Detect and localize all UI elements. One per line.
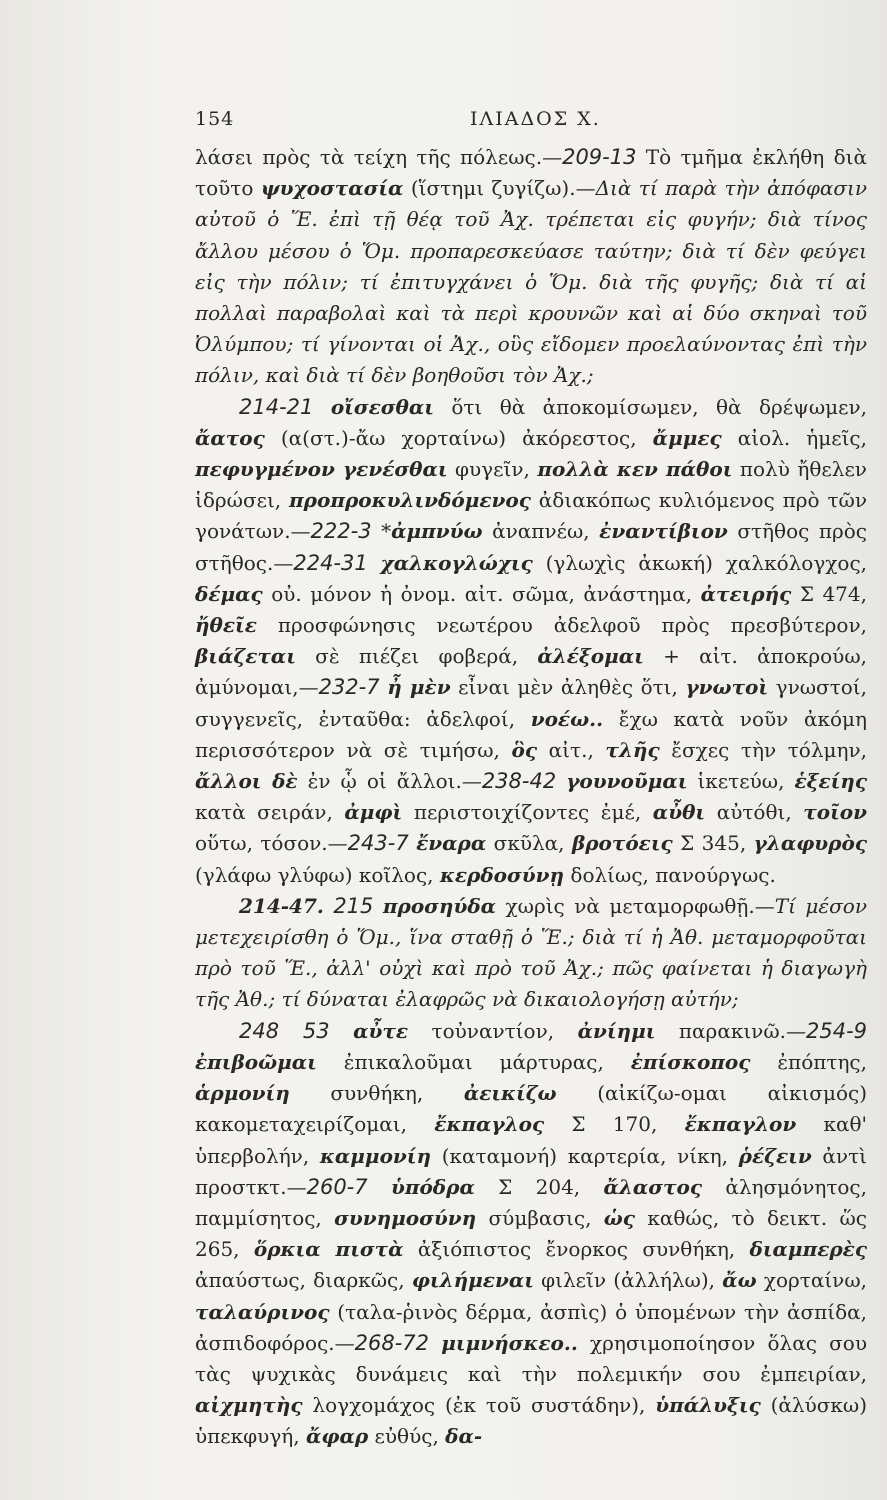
- headword: γλαφυρὸς: [753, 831, 868, 856]
- headword: ῥέζειν: [738, 1143, 812, 1168]
- gloss-text: [409, 831, 416, 855]
- headword: ἄω: [722, 1268, 757, 1293]
- headword: ἐπιβοῶμαι: [195, 1049, 317, 1074]
- gloss-text: τοὐναντίον,: [408, 1018, 578, 1043]
- gloss-text: συνθήκη,: [289, 1081, 464, 1106]
- running-title: ΙΛΙΑΔΟΣ Χ.: [470, 108, 601, 130]
- headword: ἄλλοι δὲ: [195, 769, 298, 794]
- headword: βιάζεται: [195, 644, 296, 669]
- gloss-text: αἰτ.,: [537, 737, 606, 762]
- gloss-text: ἔσχες τὴν τόλμην,: [659, 737, 868, 762]
- gloss-text: ἀξιόπιστος ἔνορκος συνθήκη,: [403, 1237, 750, 1262]
- headword: ἔναρα: [416, 831, 487, 856]
- headword: τοῖον: [803, 800, 867, 825]
- headword: ἀνίημι: [577, 1018, 656, 1043]
- headword: ἔκπαγλος: [434, 1112, 545, 1137]
- gloss-text: σύμβασις,: [476, 1205, 604, 1230]
- question-text: Διὰ τί παρὰ τὴν ἀπόφασιν αὐτοῦ ὁ Ἕ. ἐπὶ τῇ θέᾳ τοῦ Ἀχ. τρέπεται εἰς φυγήν; διὰ τίνος ἄλλου μέσου ὁ Ὅμ. προπαρεσκεύασε ταύτην; διὰ τί δὲν φεύγει εἰς τὴν πόλιν; τί ἐπιτυγχάνει ὁ Ὅμ. διὰ τῆς φυγῆς; διὰ τί αἱ πολλαὶ παραβολαὶ καὶ τὰ περὶ κρουνῶν καὶ αἱ δύο σκηναὶ τοῦ Ὀλύμπου; τί γίνονται οἱ Ἀχ., οὓς εἴδομεν προελαύνοντας ἐπὶ τὴν πόλιν, καὶ διὰ τί δὲν βοηθοῦσι τὸν Ἀχ.;: [195, 176, 867, 388]
- gloss-text: [373, 894, 382, 918]
- gloss-text: [368, 551, 381, 575]
- headword: ψυχοστασία: [260, 176, 404, 201]
- gloss-text: Σ 170,: [544, 1112, 685, 1137]
- gloss-text: (γλωχὶς ἀκωκή) χαλκόλογχος,: [532, 550, 867, 575]
- line-ref: 222-3: [310, 519, 372, 544]
- line-ref: 243-7: [347, 831, 409, 856]
- gloss-text: εὐθύς,: [368, 1424, 446, 1449]
- gloss-text: εἶναι μὲν ἀληθὲς ὅτι,: [450, 675, 686, 700]
- headword: νοέω..: [530, 706, 604, 731]
- gloss-text: ἀντὶ προστκτ.—: [195, 1143, 867, 1199]
- gloss-text: οὐ. μόνον ἡ ὀνομ. αἰτ. σῶμα, ἀνάστημα,: [262, 581, 701, 606]
- gloss-text: χορταίνω,: [756, 1268, 867, 1293]
- gloss-text: (α(στ.)-ἄω χορταίνω) ἀκόρεστος,: [264, 425, 653, 450]
- line-ref: 232-7: [318, 675, 380, 700]
- headword: αἰχμητὴς: [195, 1393, 303, 1418]
- gloss-text: στῆθος πρὸς στῆθος.—: [195, 519, 868, 575]
- headword: δα-: [445, 1424, 483, 1449]
- headword: βροτόεις: [571, 831, 673, 856]
- gloss-text: [556, 769, 566, 793]
- gloss-text: (καταμονή) καρτερία, νίκη,: [431, 1143, 739, 1168]
- gloss-text: ἀναπνέω,: [482, 519, 600, 544]
- headword: ἀεικίζω: [463, 1081, 557, 1106]
- headword: μιμνήσκεο..: [441, 1330, 578, 1355]
- headword: ἐπίσκοπος: [630, 1049, 751, 1074]
- headword: οἴσεσθαι: [330, 394, 434, 419]
- headword: ταλαύρινος: [195, 1299, 330, 1324]
- gloss-text: δολίως, πανούργως.: [564, 862, 776, 887]
- gloss-text: κατὰ σειράν,: [195, 800, 345, 825]
- headword: πολλὰ κεν πάθοι: [537, 457, 733, 482]
- line-ref: 209-13: [562, 145, 637, 169]
- headword: διαμπερὲς: [749, 1237, 867, 1262]
- gloss-text: ἀλησμόνητος, παμμίσητος,: [195, 1174, 867, 1230]
- gloss-text: ἀπαύστως, διαρκῶς,: [195, 1268, 412, 1293]
- gloss-text: ἐν ᾧ οἱ ἄλλοι.—: [297, 769, 482, 794]
- headword: προπροκυλινδόμενος: [289, 488, 531, 513]
- headword: φιλήμεναι: [411, 1268, 534, 1293]
- headword: ἄμμες: [652, 425, 722, 450]
- gloss-text: [313, 395, 330, 419]
- gloss-text: περιστοιχίζοντες ἐμέ,: [402, 800, 653, 825]
- gloss-text: φυγεῖν,: [447, 457, 538, 482]
- headword: ἐναντίβιον: [599, 519, 728, 544]
- gloss-text: (γλάφω γλύφω) κοῖλος,: [195, 862, 440, 887]
- gloss-text: [330, 1019, 354, 1043]
- headword: ἀμφὶ: [344, 800, 403, 825]
- headword: τλῆς: [605, 737, 660, 762]
- headword: ἀμπνύω: [391, 519, 483, 544]
- gloss-text: πολὺ ἤθελεν ἱδρώσει,: [195, 457, 867, 513]
- line-ref: 248 53: [239, 1018, 330, 1043]
- line-ref: 224-31: [293, 550, 368, 575]
- gloss-text: ἱκετεύω,: [687, 769, 795, 794]
- paragraph-3: [195, 891, 867, 1016]
- gloss-text: σκῦλα,: [486, 831, 572, 856]
- gloss-text: σὲ πιέζει φοβερά,: [295, 644, 538, 669]
- gloss-text: χωρὶς νὰ μεταμορφωθῇ.—: [496, 893, 775, 918]
- gloss-text: + αἰτ. ἀποκρούω, ἀμύνομαι,—: [195, 644, 867, 700]
- line-ref: 254-9: [806, 1018, 868, 1043]
- headword: προσηύδα: [382, 893, 497, 918]
- gloss-text: λογχομάχος (ἐκ τοῦ συστάδην),: [302, 1393, 656, 1418]
- headword: ἄλαστος: [603, 1174, 703, 1199]
- gloss-text: χρησιμοποίησον ὅλας σου τὰς ψυχικὰς δυνάμεις καὶ τὴν πολεμικήν σου ἐμπειρίαν,: [195, 1330, 868, 1386]
- headword: πεφυγμένον γενέσθαι: [195, 457, 448, 482]
- line-ref: 268-72: [354, 1330, 430, 1355]
- gloss-text: ὅτι θὰ ἀποκομίσωμεν, θὰ δρέψωμεν,: [433, 394, 868, 419]
- headword: ἀτειρής: [700, 581, 792, 606]
- gloss-text: (ἀλύσκω) ὑπεκφυγή,: [195, 1393, 868, 1449]
- headword: ὃς: [511, 737, 538, 762]
- headword: ἑξείης: [794, 769, 867, 794]
- headword: καμμονίη: [319, 1143, 431, 1168]
- paragraph-4: [195, 1016, 867, 1453]
- headword: ἁρμονίη: [195, 1081, 290, 1106]
- line-ref: 214-21: [239, 394, 314, 419]
- gloss-text: [368, 1175, 391, 1199]
- headword: 214-47.: [239, 893, 324, 918]
- gloss-text: Τὸ τμῆμα ἐκλήθη διὰ τοῦτο: [195, 145, 867, 201]
- headword: γνωτοὶ: [685, 675, 769, 700]
- question-text: Τί μέσον μετεχειρίσθη ὁ Ὅμ., ἵνα σταθῇ ὁ Ἕ.; διὰ τί ἡ Ἀθ. μεταμορφοῦται πρὸ τοῦ Ἕ., ἀλλ' οὐχὶ καὶ πρὸ τοῦ Ἀχ.; πῶς φαίνεται ἡ διαγωγὴ τῆς Ἀθ.; τί δύναται ἐλαφρῶς νὰ δικαιολογήσῃ αὐτήν;: [195, 893, 868, 1012]
- gloss-text: ἐπικαλοῦμαι μάρτυρας,: [316, 1049, 631, 1074]
- headword: χαλκογλώχις: [380, 550, 533, 575]
- gloss-text: αἰολ. ἡμεῖς,: [721, 425, 867, 450]
- gloss-text: φιλεῖν (ἀλλήλω),: [533, 1268, 723, 1293]
- gloss-text: ἔχω κατὰ νοῦν ἀκόμη περισσότερον νὰ σὲ τιμήσω,: [195, 706, 867, 762]
- headword: ὑπόδρα: [390, 1174, 475, 1199]
- headword: ἔκπαγλον: [684, 1112, 797, 1137]
- line-ref: 215: [333, 893, 374, 918]
- headword: ἄατος: [195, 425, 265, 450]
- gloss-text: ἀδιακόπως κυλιόμενος πρὸ τῶν γονάτων.—: [195, 488, 867, 544]
- gloss-text: [429, 1331, 441, 1355]
- headword: αὖτε: [353, 1018, 409, 1043]
- gloss-text: Σ 204,: [474, 1174, 604, 1199]
- gloss-text: (αἰκίζω-ομαι αἰκισμός) κακομεταχειρίζομαι,: [195, 1081, 867, 1137]
- gloss-text: *: [371, 519, 392, 544]
- gloss-text: Σ 474,: [791, 581, 867, 606]
- paragraph-2: [195, 392, 867, 891]
- headword: ὅρκια πιστὰ: [253, 1237, 404, 1262]
- gloss-text: καθ' ὑπερβολήν,: [195, 1112, 867, 1168]
- gloss-text: παρακινῶ.—: [655, 1018, 806, 1043]
- headword: ἀλέξομαι: [537, 644, 644, 669]
- gloss-text: προσφώνησις νεωτέρου ἀδελφοῦ πρὸς πρεσβύτερον,: [256, 613, 867, 638]
- gloss-text: αὐτόθι,: [705, 800, 804, 825]
- headword: γουνοῦμαι: [566, 769, 688, 794]
- headword: κερδοσύνῃ: [439, 862, 565, 887]
- gloss-text: ἐπόπτης,: [750, 1049, 867, 1074]
- line-ref: 260-7: [306, 1174, 368, 1199]
- gloss-text: (ἵστημι ζυγίζω).—: [403, 176, 596, 201]
- gloss-text: καθώς, τὸ δεικτ. ὥς 265,: [195, 1205, 867, 1262]
- gloss-text: γνωστοί, συγγενεῖς, ἐνταῦθα: ἀδελφοί,: [195, 675, 868, 731]
- headword: αὖθι: [652, 800, 706, 825]
- paragraph-1: [195, 142, 867, 392]
- headword: συνημοσύνη: [334, 1205, 477, 1230]
- headword: ὡς: [603, 1205, 635, 1230]
- gloss-text: (ταλα-ῥινὸς δέρμα, ἀσπὶς) ὁ ὑπομένων τὴν ἀσπίδα, ἀσπιδοφόρος.—: [195, 1299, 867, 1355]
- gloss-text: οὕτω, τόσον.—: [195, 831, 348, 856]
- headword: δέμας: [195, 581, 263, 606]
- headword: ἤθεῖε: [195, 613, 257, 638]
- gloss-text: λάσει πρὸς τὰ τείχη τῆς πόλεως.—: [195, 145, 563, 169]
- gloss-text: [324, 894, 333, 918]
- gloss-text: Σ 345,: [672, 831, 754, 856]
- page-number: 154: [195, 108, 235, 130]
- headword: ἦ μὲν: [387, 675, 451, 700]
- headword: ὑπάλυξις: [655, 1393, 761, 1418]
- headword: ἄφαρ: [305, 1424, 369, 1449]
- line-ref: 238-42: [481, 769, 557, 794]
- commentary-text: [195, 142, 867, 1453]
